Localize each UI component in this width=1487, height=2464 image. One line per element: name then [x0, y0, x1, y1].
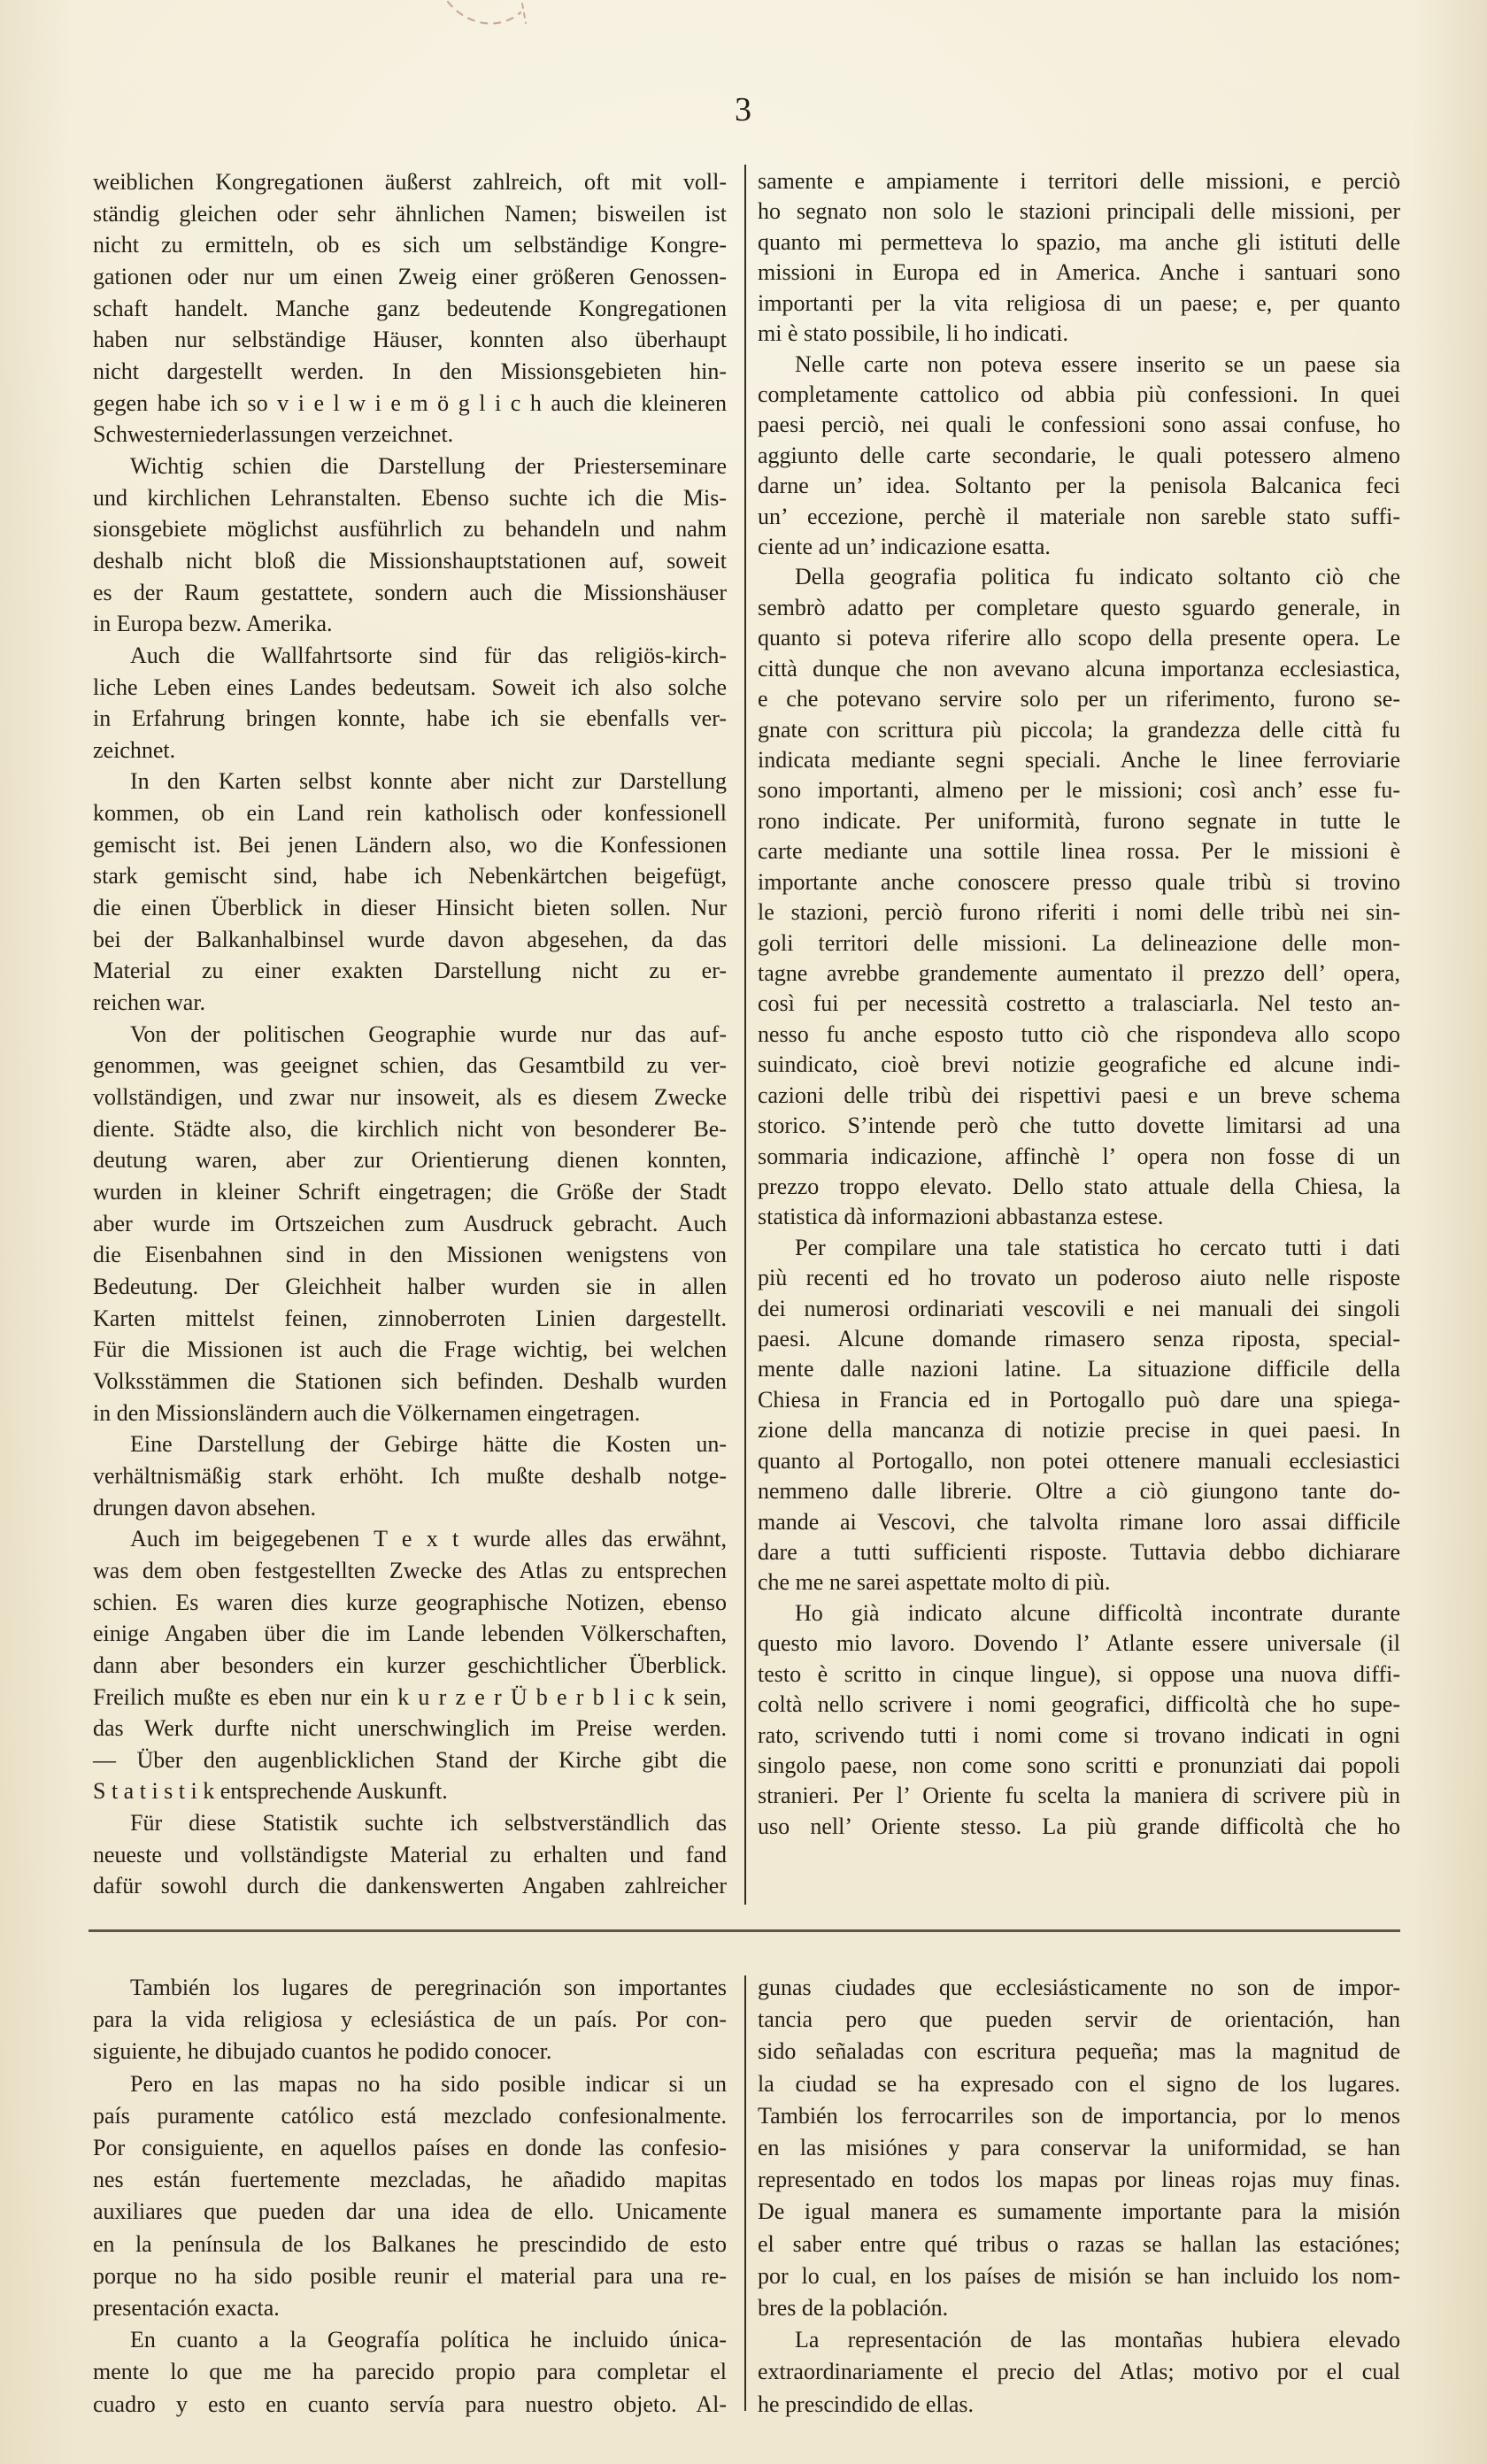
- text-line: haben nur selbständige Häuser, konnten also überhaupt: [93, 327, 727, 353]
- text-line: La representación de las montañas hubiera elevado: [795, 2327, 1400, 2353]
- text-line: Della geografia politica fu indicato soltanto ciò che: [795, 564, 1400, 590]
- text-line: ho segnato non solo le stazioni principali delle missioni, per: [758, 198, 1400, 225]
- text-line: suindicato, cioè brevi notizie geografiche ed alcune indi-: [758, 1051, 1400, 1078]
- text-line: siguiente, he dibujado cuantos he podido conocer.: [93, 2038, 552, 2065]
- text-line: und kirchlichen Lehranstalten. Ebenso suchte ich die Mis-: [93, 484, 727, 511]
- text-line: prezzo troppo elevato. Dello stato attuale della Chiesa, la: [758, 1173, 1400, 1199]
- text-line: También los ferrocarriles son de importancia, por lo menos: [758, 2102, 1400, 2129]
- text-line: coltà nello scrivere i nomi geografici, difficoltà che ho supe-: [758, 1691, 1400, 1718]
- column-divider-top: [744, 165, 746, 1905]
- text-line: Auch die Wallfahrtsorte sind für das religiös-kirch-: [130, 642, 727, 668]
- text-line: singolo paese, non come sono scritti e pronunziati dai popoli: [758, 1752, 1400, 1778]
- text-line: Material zu einer exakten Darstellung nicht zu er-: [93, 958, 727, 984]
- text-line: gegen habe ich so v i e l w i e m ö g l i c h auch die kleineren: [93, 389, 727, 416]
- text-line: Schwesterniederlassungen verzeichnet.: [93, 421, 454, 448]
- text-line: e che potevano servire solo per un riferimento, furono se-: [758, 686, 1400, 712]
- text-line: cazioni delle tribù dei rispettivi paesi e un breve schema: [758, 1082, 1400, 1108]
- text-line: el saber entre qué tribus o razas se hallan las estaciónes;: [758, 2230, 1400, 2257]
- text-line: mande ai Vescovi, che talvolta rimane loro assai difficile: [758, 1508, 1400, 1535]
- text-line: En cuanto a la Geografía política he incluido única-: [130, 2327, 727, 2353]
- text-line: Wichtig schien die Darstellung der Priesterseminare: [130, 452, 727, 479]
- text-line: bei der Balkanhalbinsel wurde davon abgesehen, da das: [93, 926, 727, 952]
- text-line: porque no ha sido posible reunir el material para una re-: [93, 2262, 727, 2289]
- text-line: einige Angaben über die im Lande lebenden Völkerschaften,: [93, 1621, 727, 1647]
- text-line: verhältnismäßig stark erhöht. Ich mußte deshalb notge-: [93, 1462, 727, 1489]
- text-line: indicata mediante segni speciali. Anche le linee ferroviarie: [758, 747, 1400, 774]
- text-line: stark gemischt sind, habe ich Nebenkärtchen beigefügt,: [93, 863, 727, 889]
- text-line: genommen, was geeignet schien, das Gesamtbild zu ver-: [93, 1052, 727, 1079]
- top-right-column-italian: [758, 166, 1400, 1842]
- text-line: dann aber besonders ein kurzer geschichtlicher Überblick.: [93, 1652, 727, 1678]
- text-line: ständig gleichen oder sehr ähnlichen Namen; bisweilen ist: [93, 200, 727, 227]
- text-line: nemmeno dalle librerie. Oltre a ciò giungono tante do-: [758, 1478, 1400, 1505]
- text-line: un’ eccezione, perchè il materiale non sareble stato suffi-: [758, 503, 1400, 529]
- text-line: Freilich mußte es eben nur ein k u r z e r Ü b e r b l i c k sein,: [93, 1683, 727, 1710]
- text-line: Für die Missionen ist auch die Frage wichtig, bei welchen: [93, 1336, 727, 1363]
- text-line: en las misiónes y para conservar la uniformidad, se han: [758, 2135, 1400, 2161]
- text-line: dei numerosi ordinariati vescovili e nei manuali dei singoli: [758, 1295, 1400, 1321]
- text-line: tancia pero que pueden servir de orientación, han: [758, 2006, 1400, 2033]
- text-line: zione della mancanza di notizie precise in quei paesi. In: [758, 1417, 1400, 1444]
- text-line: gunas ciudades que ecclesiásticamente no son de impor-: [758, 1975, 1400, 2000]
- text-line: goli territori delle missioni. La delineazione delle mon-: [758, 929, 1400, 956]
- text-line: mente lo que me ha parecido propio para completar el: [93, 2359, 727, 2385]
- text-line: das Werk durfte nicht unerschwinglich im Preise werden.: [93, 1715, 727, 1742]
- text-line: auxiliares que pueden dar una idea de ello. Unicamente: [93, 2198, 727, 2225]
- text-line: In den Karten selbst konnte aber nicht zur Darstellung: [130, 768, 727, 795]
- text-line: darne un’ idea. Soltanto per la penisola Balcanica feci: [758, 473, 1400, 499]
- text-line: che me ne sarei aspettate molto di più.: [758, 1569, 1111, 1596]
- text-line: storico. S’intende però che tutto dovette limitarsi ad una: [758, 1113, 1400, 1139]
- text-line: la ciudad se ha expresado con el signo de los lugares.: [758, 2070, 1400, 2097]
- text-line: he prescindido de ellas.: [758, 2391, 975, 2417]
- text-line: paesi. Alcune domande rimasero senza riposta, special-: [758, 1326, 1400, 1352]
- text-line: kommen, ob ein Land rein katholisch oder konfessionell: [93, 800, 727, 827]
- text-line: Von der politischen Geographie wurde nur das auf-: [130, 1020, 727, 1047]
- text-line: liche Leben eines Landes bedeutsam. Soweit ich also solche: [93, 674, 727, 700]
- text-line: Chiesa in Francia ed in Portogallo può dare una spiega-: [758, 1386, 1400, 1413]
- text-line: presentación exacta.: [93, 2295, 280, 2322]
- text-line: neueste und vollständigste Material zu erhalten und fand: [93, 1841, 727, 1867]
- text-line: zeichnet.: [93, 736, 176, 763]
- text-line: wurden in kleiner Schrift eingetragen; die Größe der Stadt: [93, 1179, 727, 1205]
- bottom-right-column-spanish: [758, 1972, 1400, 2421]
- text-line: dafür sowohl durch die dankenswerten Angaben zahlreicher: [93, 1873, 727, 1899]
- text-line: paesi perciò, nei quali le confessioni sono assai confuse, ho: [758, 412, 1400, 438]
- text-line: vollständigen, und zwar nur insoweit, als es diesem Zwecke: [93, 1084, 727, 1111]
- text-line: También los lugares de peregrinación son importantes: [130, 1975, 727, 2000]
- text-line: schaft handelt. Manche ganz bedeutende Kongregationen: [93, 295, 727, 321]
- text-line: die einen Überblick in dieser Hinsicht bieten sollen. Nur: [93, 895, 727, 921]
- text-line: aggiunto delle carte secondarie, le quali potessero almeno: [758, 442, 1400, 468]
- text-line: — Über den augenblicklichen Stand der Kirche gibt die: [93, 1746, 727, 1773]
- text-line: importante anche conoscere presso quale tribù si trovino: [758, 868, 1400, 895]
- page-number: 3: [735, 91, 752, 128]
- text-line: Pero en las mapas no ha sido posible indicar si un: [130, 2070, 727, 2097]
- text-line: schien. Es waren dies kurze geographische Notizen, ebenso: [93, 1589, 727, 1615]
- text-line: sionsgebiete möglichst ausführlich zu behandeln und nahm: [93, 516, 727, 543]
- text-line: città dunque che non avevano alcuna importanza ecclesiastica,: [758, 655, 1400, 681]
- text-line: mi è stato possibile, li ho indicati.: [758, 320, 1068, 347]
- section-divider-rule: [89, 1929, 1400, 1932]
- text-line: was dem oben festgestellten Zwecke des Atlas zu entsprechen: [93, 1557, 727, 1583]
- text-line: statistica dà informazioni abbastanza estese.: [758, 1204, 1164, 1230]
- text-line: gemischt ist. Bei jenen Ländern also, wo die Konfessionen: [93, 831, 727, 858]
- text-line: Für diese Statistik suchte ich selbstverständlich das: [130, 1810, 727, 1836]
- text-line: die Eisenbahnen sind in den Missionen wenigstens von: [93, 1242, 727, 1268]
- text-line: cuadro y esto en cuanto servía para nuestro objeto. Al-: [93, 2391, 727, 2417]
- text-line: sono importanti, almeno per le missioni; così anch’ esse fu-: [758, 777, 1400, 804]
- text-line: in Erfahrung bringen konnte, habe ich sie ebenfalls ver-: [93, 705, 727, 732]
- text-line: Eine Darstellung der Gebirge hätte die Kosten un-: [130, 1431, 727, 1458]
- text-line: ciente ad un’ indicazione esatta.: [758, 534, 1051, 560]
- text-line: tagne avrebbe grandemente aumentato il prezzo dell’ opera,: [758, 959, 1400, 986]
- text-line: nesso fu anche esposto tutto ciò che rispondeva allo scopo: [758, 1020, 1400, 1047]
- text-line: reichen war.: [93, 989, 206, 1016]
- text-line: testo è scritto in cinque lingue), si oppose una nuova diffi-: [758, 1660, 1400, 1687]
- text-line: completamente cattolico od abbia più confessioni. In quei: [758, 381, 1400, 407]
- text-line: drungen davon absehen.: [93, 1494, 316, 1521]
- text-line: rato, scrivendo tutti i nomi come si trovano indicati in ogni: [758, 1721, 1400, 1748]
- text-line: quanto si poteva riferire allo scopo della presente opera. Le: [758, 625, 1400, 651]
- text-line: Karten mittelst feinen, zinnoberroten Linien dargestellt.: [93, 1305, 727, 1331]
- text-line: quanto al Portogallo, non potei ottenere manuali ecclesiastici: [758, 1447, 1400, 1474]
- text-line: missioni in Europa ed in America. Anche i santuari sono: [758, 259, 1400, 286]
- text-line: weiblichen Kongregationen äußerst zahlreich, oft mit voll-: [93, 169, 727, 195]
- text-line: es der Raum gestattete, sondern auch die Missionshäuser: [93, 579, 727, 605]
- text-line: sommaria indicazione, affinchè l’ opera non fosse di un: [758, 1143, 1400, 1169]
- text-line: quanto mi permetteva lo spazio, ma anche gli istituti delle: [758, 228, 1400, 255]
- column-divider-bottom: [744, 1975, 746, 2411]
- text-line: mente dalle nazioni latine. La situazione difficile della: [758, 1356, 1400, 1382]
- text-line: para la vida religiosa y eclesiástica de un país. Por con-: [93, 2006, 727, 2033]
- text-line: samente e ampiamente i territori delle missioni, e perciò: [758, 168, 1400, 194]
- text-line: Volksstämmen die Stationen sich befinden. Deshalb wurden: [93, 1367, 727, 1394]
- text-line: extraordinariamente el precio del Atlas; motivo por el cual: [758, 2359, 1400, 2385]
- text-line: Nelle carte non poteva essere inserito se un paese sia: [795, 350, 1400, 377]
- text-line: Por consiguiente, en aquellos países en donde las confesio-: [93, 2135, 727, 2161]
- text-line: uso nell’ Oriente stesso. La più grande difficoltà che ho: [758, 1813, 1400, 1839]
- text-line: dare a tutti sufficienti risposte. Tuttavia debbo dichiarare: [758, 1538, 1400, 1565]
- text-line: S t a t i s t i k entsprechende Auskunft.: [93, 1778, 448, 1805]
- text-line: diente. Städte also, die kirchlich nicht von besonderer Be-: [93, 1115, 727, 1142]
- text-line: le stazioni, perciò furono riferiti i nomi delle tribù nei sin-: [758, 899, 1400, 926]
- text-line: deutung waren, aber zur Orientierung dienen konnten,: [93, 1147, 727, 1174]
- text-line: stranieri. Per l’ Oriente fu scelta la maniera di scrivere più in: [758, 1783, 1400, 1809]
- text-line: rono indicate. Per uniformità, furono segnate in tutte le: [758, 807, 1400, 834]
- bottom-left-column-spanish: [93, 1972, 727, 2421]
- text-line: representado en todos los mapas por lineas rojas muy finas.: [758, 2167, 1400, 2193]
- text-line: importanti per la vita religiosa di un paese; e, per quanto: [758, 289, 1400, 316]
- text-line: questo mio lavoro. Dovendo l’ Atlante essere universale (il: [758, 1630, 1400, 1657]
- text-line: por lo cual, en los países de misión se han incluido los nom-: [758, 2262, 1400, 2289]
- text-line: sido señaladas con escritura pequeña; mas la magnitud de: [758, 2038, 1400, 2065]
- text-line: gnate con scrittura più piccola; la grandezza delle città fu: [758, 716, 1400, 743]
- text-line: più recenti ed ho trovato un poderoso aiuto nelle risposte: [758, 1265, 1400, 1291]
- top-left-column-german: [93, 166, 727, 1902]
- text-line: nicht zu ermitteln, ob es sich um selbständige Kongre-: [93, 232, 727, 258]
- text-line: De igual manera es sumamente importante para la misión: [758, 2198, 1400, 2225]
- text-line: carte mediante una sottile linea rossa. Per le missioni è: [758, 838, 1400, 865]
- text-line: sembrò adatto per completare questo sguardo generale, in: [758, 594, 1400, 620]
- text-line: gationen oder nur um einen Zweig einer größeren Genossen-: [93, 263, 727, 289]
- pencil-mark: [432, 0, 582, 37]
- text-line: aber wurde im Ortszeichen zum Ausdruck gebracht. Auch: [93, 1210, 727, 1236]
- text-line: in den Missionsländern auch die Völkernamen eingetragen.: [93, 1399, 641, 1426]
- text-line: in Europa bezw. Amerika.: [93, 611, 333, 637]
- text-line: Ho già indicato alcune difficoltà incontrate durante: [795, 1599, 1400, 1626]
- text-line: nicht dargestellt werden. In den Missionsgebieten hin-: [93, 358, 727, 384]
- text-line: Per compilare una tale statistica ho cercato tutti i dati: [795, 1234, 1400, 1260]
- text-line: en la península de los Balkanes he prescindido de esto: [93, 2230, 727, 2257]
- text-line: Auch im beigegebenen T e x t wurde alles das erwähnt,: [130, 1526, 727, 1552]
- text-line: nes están fuertemente mezcladas, he añadido mapitas: [93, 2167, 727, 2193]
- text-line: deshalb nicht bloß die Missionshauptstationen auf, soweit: [93, 547, 727, 574]
- text-line: bres de la población.: [758, 2295, 949, 2322]
- text-line: Bedeutung. Der Gleichheit halber wurden sie in allen: [93, 1273, 727, 1299]
- text-line: país puramente católico está mezclado confesionalmente.: [93, 2102, 727, 2129]
- text-line: così fui per necessità costretto a tralasciarla. Nel testo an-: [758, 990, 1400, 1017]
